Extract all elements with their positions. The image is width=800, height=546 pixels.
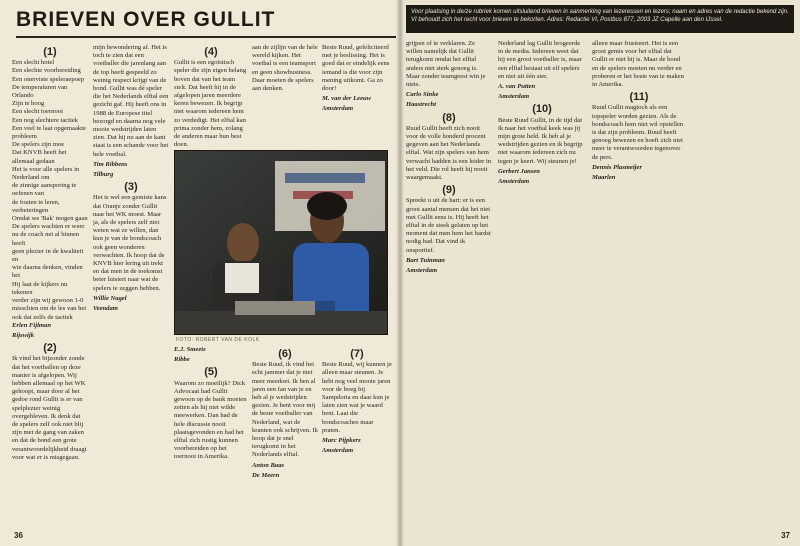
letter-1-line: geen plezier in de kwaliteit en — [12, 247, 84, 264]
letter-number: (6) — [278, 348, 292, 360]
letters-column-5-bottom — [322, 346, 392, 536]
letter-1-line: Hij laat de kijkers nu tekenen — [12, 280, 68, 296]
letter-1-line: misschien om de les van het — [12, 305, 87, 313]
letter-1-line: ook dat zelfs de tactiek — [12, 313, 73, 321]
letter-place: De Meern — [252, 471, 280, 479]
letters-column-6 — [406, 40, 492, 534]
letter-place: Maarlen — [592, 174, 616, 182]
letter-1-line: Zijn te hoog — [12, 100, 45, 108]
letter-signature: E.J. Smeets — [174, 346, 206, 353]
press-conference-photo — [174, 150, 388, 335]
letter-1-line: nu de coach net al binnen heeft — [12, 231, 80, 247]
letter-8-body: Ruud Gullit heeft zich nooit voor de volle honderd procent gegeven aan het Nederlands elftal. Wat zijn spelers van hem verwacht hadden is een leider in het veld. Die rol heeft hij nooit waargemaakt. — [406, 124, 492, 182]
letter-signature: Bart Tuinman — [406, 256, 445, 264]
photo-illustration — [175, 151, 388, 335]
title-rule — [16, 36, 396, 38]
letter-number: (11) — [629, 91, 649, 104]
letter-place: Amsterdam — [406, 267, 438, 275]
editorial-note: Voor plaatsing in de/ze rubriek komen uitsluitend brieven in aanmerking van lezeressen en lezers; naam en adres van de redactie bekend zijn. VI behoudt zich het recht voor brieven te bekorten. Adres: Redactie VI, Postbus 877, 2003 JZ Capelle aan den IJssel. — [406, 5, 794, 33]
letters-column-3-bottom — [174, 346, 248, 536]
letter-1-line: Een onerviste speleraepoep — [12, 75, 85, 83]
letter-1-body — [12, 59, 88, 322]
letter-6-body: Beste Ruud, ik vind het echt jammer dat je niet meer meedoet. Ik ben al jaren een fan van je en heb al je wedstrijden gezien. Je bent voor mij de beste voetballer van Nederland, wat de kranten ook schrijven. Ik hoop dat je snel terugkomt in het Nederlands elftal. — [252, 361, 318, 459]
letter-place: Haastrecht — [406, 101, 437, 109]
letter-place: Ribbe — [174, 356, 190, 364]
letter-11-body: Ruud Gullit magtoch als een topspeler worden gezien. Als de bondscoach hem niet wil opstellen is dat zijn probleem. Ruud heeft genoeg bewezen en hoeft zich niet meer te verantwoorden tegenover de pers. — [592, 104, 684, 161]
letter-1-line: De spelers wachten er weer — [12, 223, 85, 231]
letters-column-4-bottom — [252, 346, 318, 536]
letter-7-body: Beste Ruud, wij kunnen je alleen maar steunen. Je hebt nog veel mooie jaren voor de boeg bij Sampdoria en daar kun je laten zien wat je waard bent. Laat die bondscoaches maar praten. — [322, 361, 392, 434]
letter-signature: M. van der Leeuw — [322, 95, 372, 103]
letter-place: Rijswijk — [12, 331, 34, 339]
letters-column-3-top — [174, 44, 248, 148]
letter-4-body: Gullit is een egoïstisch speler die zijn eigen belang boven dat van het team stelt. Dat heeft hij in de afgelopen jaren meerdere keren bewezen. Ik begrijp niet waarom iedereen hem zo verdedigt. Het elftal kan prima zonder hem, zolang de anderen maar hun best doen. — [174, 59, 247, 148]
letter-1-line: de zinnige aansporing te oefenen van — [12, 182, 77, 198]
letter-1-line: Een slecht hotel — [12, 59, 55, 67]
letter-place: Tilburg — [93, 171, 114, 179]
letter-1-line: verder zijn wij gewoon 1-0 — [12, 297, 84, 305]
letter-10-body: Beste Ruud Gullit, in de tijd dat ik naar het voetbal keek was jij mijn grote held. Ik heb al je wedstrijden gezien en ik begrijp niet waarom iedereen zich nu tegen je keert. Wij steunen je! — [498, 116, 583, 165]
letter-signature: Erlen Fijlman — [12, 321, 52, 329]
letter-place: Veendam — [93, 305, 118, 313]
letter-number: (9) — [442, 184, 456, 197]
letter-3-body: Het is wel een gemiste kans dat Oranje zonder Gullit naar het WK moest. Maar ja, als de spelers zelf niet weten wat ze willen, dan kun je van de bondscoach ook geen wonderen verwachten. Ik hoop dat de KNVB hier lering uit trekt en dat men in de toekomst beter luistert naar wat de spelers te zeggen hebben. — [93, 194, 167, 292]
letters-column-5-top — [322, 44, 392, 148]
letter-body: grijpen of te verklaren. Ze willen namelijk dat Gullit terugkomt omdat het elftal anders niet sterk genoeg is. Maar zonder teamgeest win je niets. — [406, 40, 486, 89]
letters-column-8 — [592, 40, 686, 534]
letter-1-line: Het is voor alle spelers in Nederland om — [12, 165, 80, 182]
page-title: BRIEVEN OVER GULLIT — [16, 8, 276, 31]
page-gutter — [396, 0, 404, 546]
letter-body: Nederland lag Gullit brogeerde in de media. Iedereen weet dat hij een groot voetballer is, maar een elftal bestaat uit elf spelers en niet uit één ster. — [498, 40, 582, 80]
page-number-left: 36 — [14, 531, 23, 540]
letter-1-line: Een slechte voorbereiding — [12, 67, 81, 75]
letters-column-7 — [498, 40, 586, 534]
letter-place: Amsterdam — [322, 105, 354, 113]
letter-place: Amsterdam — [498, 178, 530, 186]
letter-place: Amsterdam — [322, 447, 354, 455]
letter-number: (4) — [204, 46, 218, 58]
page-number-right: 37 — [781, 531, 790, 540]
letters-column-4-top — [252, 44, 318, 148]
letter-number: (2) — [43, 342, 57, 355]
letter-place: Amsterdam — [498, 93, 530, 101]
letter-1-line: Een veel te laat opgemaakte probleem — [12, 124, 86, 141]
letter-body: aan de zijlijn van de hele wereld kijken. Het voetbal is een teamsport en geen showbusiness. Daar moeten de spelers aan denken. — [252, 44, 318, 93]
letter-number: (1) — [43, 46, 57, 58]
letter-1-line: De spelers zijn moe — [12, 141, 65, 149]
letter-body: alleen maar frustreert. Het is een groot gemis voor het elftal dat Gullit er niet bij is. Maar de bond en de spelers moeten nu verder en proberen er het beste van te maken in Amerika. — [592, 40, 684, 89]
letter-number: (5) — [204, 366, 218, 379]
letter-2-body: Ik vind het bijzonder zonde dat het voetballen op deze manier is afgelopen. Wij hebben allemaal op het WK gehoopt, maar door al het gedoe rond Gullit is er van spelplezier weinig overgebleven. Ik denk dat de spelers zelf ook niet blij zijn met de gang van zaken en dat de bond een grote verantwoordelijkheid draagt voor wat er is misgegaan. — [12, 355, 87, 461]
letters-column-2 — [93, 44, 169, 534]
letter-signature: A. van Putten — [498, 83, 536, 91]
letters-column-1 — [12, 44, 88, 534]
letter-number: (7) — [350, 348, 364, 360]
letter-number: (3) — [124, 181, 138, 194]
letter-5-body: Waarom zo moeilijk? Dick Advocaat had Gullit gewoon op de bank moeten zetten als hij niet wilde meewerken. Dan had de hele discussie nooit plaatsgevonden en had het elftal zich rustig kunnen voorbereiden op het toernooi in Amerika. — [174, 379, 247, 461]
letter-number: (10) — [532, 103, 552, 116]
letter-signature: Dennis Plasmeijer — [592, 163, 643, 171]
right-page — [400, 0, 800, 546]
letter-number: (8) — [442, 111, 456, 124]
letter-1-line: Omdat we 'Bak' mogen gaan — [12, 215, 88, 223]
letter-signature: Marc Pijpkerz — [322, 437, 361, 445]
letter-signature: Tim Ribbens — [93, 160, 128, 168]
letter-1-line: wie daarna denken, vinden het — [12, 264, 83, 280]
letter-signature: Willie Nagel — [93, 294, 127, 302]
letter-1-line: de fouten te leren, verbeteringen — [12, 198, 60, 214]
letter-9-body: Spreekt u uit de hart: er is een groot aantal mensen dat het niet met Gullit eens is. Hij heeft het elftal in de steek gelaten op het moment dat men hem het hardst nodig had. Dat vind ik onsportief. — [406, 197, 491, 254]
photo-caption: FOTO: ROBERT VAN DE KOLK — [176, 337, 260, 343]
letter-body: mijn bewondering af. Het is toch te zien dat een voetballer die jarenlang aan de top heeft gespeeld zo weinig respect krijgt van de bond. Gullit was dé speler die het Nederlands elftal een gezicht gaf. Hij heeft ons in 1988 de Europese titel bezorgd en daarna nog vele mooie wedstrijden laten zien. Dat hij nu aan de kant staat is een schande voor het hele voetbal. — [93, 44, 169, 158]
letter-signature: Carlo Sinke — [406, 91, 439, 99]
letter-body: Beste Ruud, gefeliciteerd met je beslissing. Het is goed dat er eindelijk eens iemand is die voor zijn mening uitkomt. Ga zo door! — [322, 44, 390, 93]
letter-signature: Gerbert Jansen — [498, 167, 540, 175]
letter-1-line: De temperaturen van Orlando — [12, 83, 68, 100]
letter-1-line: Dat KNVB heeft het allemaal gedaan — [12, 149, 67, 165]
letter-signature: Anton Baas — [252, 461, 285, 469]
letter-1-line: Een nog slechtere tactiek — [12, 116, 79, 124]
letter-1-line: Een slecht toernooi — [12, 108, 63, 116]
